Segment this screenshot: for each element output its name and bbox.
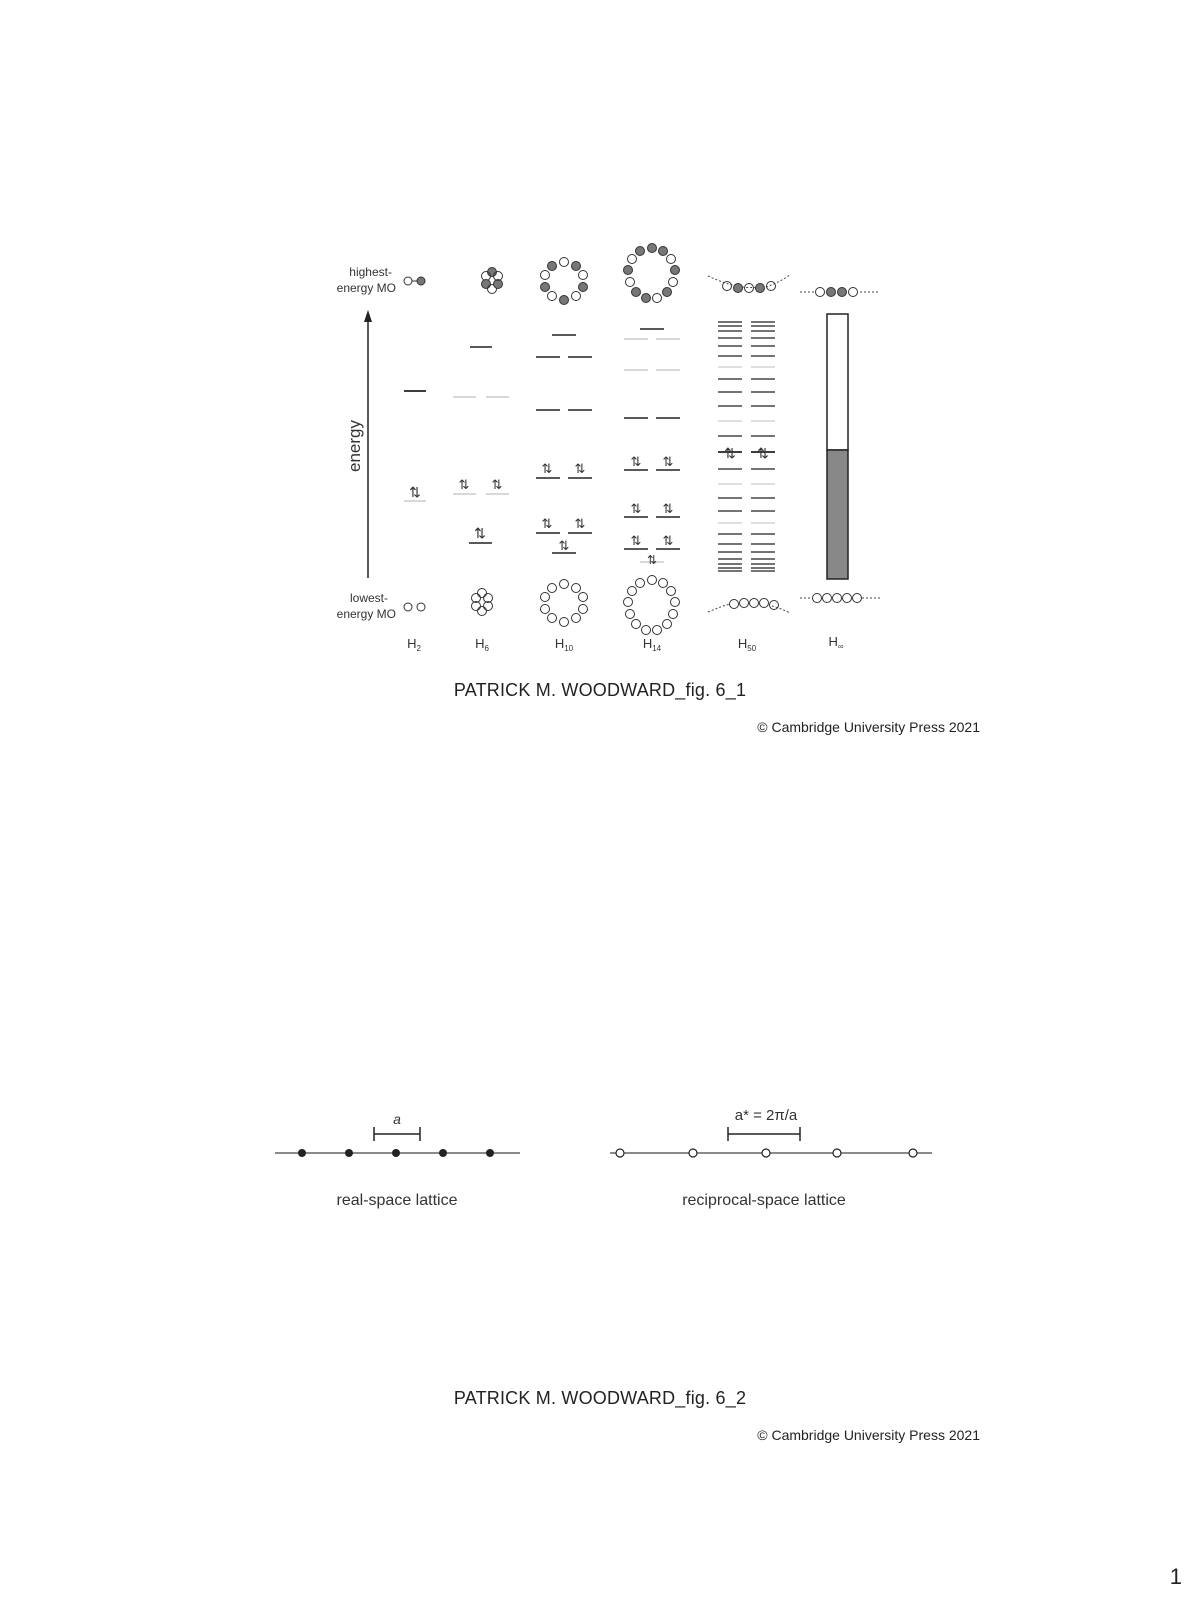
h2-bottom-orbital xyxy=(404,603,425,611)
lowest-mo-label: lowest- xyxy=(349,591,388,605)
reciprocal-space-lattice xyxy=(610,1107,932,1209)
electron-pair-icon: ⇅ xyxy=(491,477,503,492)
reciprocal-spacing-marker xyxy=(728,1127,800,1141)
label-h2: $H_2$ xyxy=(407,636,421,653)
lattice-point xyxy=(392,1149,400,1157)
h2-column xyxy=(404,277,426,611)
energy-axis-label: energy xyxy=(345,420,364,472)
electron-pair-icon: ⇅ xyxy=(474,525,486,541)
highest-mo-label-line2: energy MO xyxy=(336,281,396,295)
lattice-point xyxy=(689,1149,697,1157)
h6-bottom-orbital-ring xyxy=(472,589,493,616)
lattice-spacing-marker xyxy=(374,1127,420,1141)
electron-pair-icon: ⇅ xyxy=(409,484,421,500)
copyright-1: © Cambridge University Press 2021 xyxy=(757,719,980,735)
reciprocal-space-label: reciprocal-space lattice xyxy=(682,1192,846,1209)
label-h50: $H_{50}$ xyxy=(737,636,757,653)
electron-pair-icon: ⇅ xyxy=(541,516,553,531)
lowest-mo-label-line2: energy MO xyxy=(336,607,396,621)
real-space-parameter: a xyxy=(393,1111,401,1127)
h-infinity-top-orbital-chain xyxy=(800,288,878,297)
band-rectangle xyxy=(827,314,848,579)
electron-pair-icon: ⇅ xyxy=(630,454,642,469)
electron-pair-icon: ⇅ xyxy=(558,538,570,553)
real-space-lattice xyxy=(275,1111,520,1209)
h6-column xyxy=(453,268,509,616)
electron-pair-icon: ⇅ xyxy=(662,533,674,548)
label-h-infinity: $H_\infty$ xyxy=(828,634,844,651)
label-h10: $H_{10}$ xyxy=(554,636,574,653)
electron-pair-icon: ⇅ xyxy=(630,533,642,548)
reciprocal-parameter: a* = 2π/a xyxy=(734,1107,798,1124)
figure-caption-2: PATRICK M. WOODWARD_fig. 6_2 xyxy=(453,1388,747,1408)
lattice-point xyxy=(345,1149,353,1157)
electron-pair-icon: ⇅ xyxy=(574,516,586,531)
h50-bottom-orbital-chain xyxy=(708,599,790,614)
h50-top-orbital-chain xyxy=(708,275,790,293)
electron-pair-icon: ⇅ xyxy=(541,461,553,476)
lattice-point xyxy=(486,1149,494,1157)
h2-top-orbital xyxy=(404,277,425,285)
lattice-point xyxy=(439,1149,447,1157)
label-h14: $H_{14}$ xyxy=(642,636,662,653)
figure-caption-1: PATRICK M. WOODWARD_fig. 6_1 xyxy=(453,680,747,700)
electron-pair-icon: ⇅ xyxy=(662,454,674,469)
lattice-point xyxy=(909,1149,917,1157)
h50-column xyxy=(708,275,790,613)
lattice-point xyxy=(833,1149,841,1157)
h10-column xyxy=(536,258,592,627)
filled-band xyxy=(827,450,848,579)
label-h6: $H_6$ xyxy=(475,636,489,653)
copyright-2: © Cambridge University Press 2021 xyxy=(757,1427,980,1443)
electron-pair-icon: ⇅ xyxy=(724,445,736,461)
mo-energy-diagram xyxy=(0,0,1200,720)
electron-pair-icon: ⇅ xyxy=(458,477,470,492)
electron-pair-icon: ⇅ xyxy=(646,553,658,567)
h14-column xyxy=(624,244,681,635)
lattice-point xyxy=(762,1149,770,1157)
highest-mo-label: highest- xyxy=(349,265,392,279)
electron-pair-icon: ⇅ xyxy=(630,501,642,516)
lattice-point xyxy=(616,1149,624,1157)
h10-top-orbital-ring xyxy=(541,258,588,305)
electron-pair-icon: ⇅ xyxy=(574,461,586,476)
h14-top-orbital-ring xyxy=(624,244,680,303)
page-number: 1 xyxy=(1169,1564,1182,1589)
h-infinity-bottom-orbital-chain xyxy=(800,594,880,603)
h14-bottom-orbital-ring xyxy=(624,576,680,635)
energy-axis xyxy=(345,310,372,578)
electron-pair-icon: ⇅ xyxy=(757,445,769,461)
lattice-point xyxy=(298,1149,306,1157)
h6-top-orbital-ring xyxy=(482,268,503,294)
electron-pair-icon: ⇅ xyxy=(662,501,674,516)
real-space-label: real-space lattice xyxy=(336,1192,458,1209)
h-infinity-column xyxy=(800,288,880,603)
h10-bottom-orbital-ring xyxy=(541,580,588,627)
